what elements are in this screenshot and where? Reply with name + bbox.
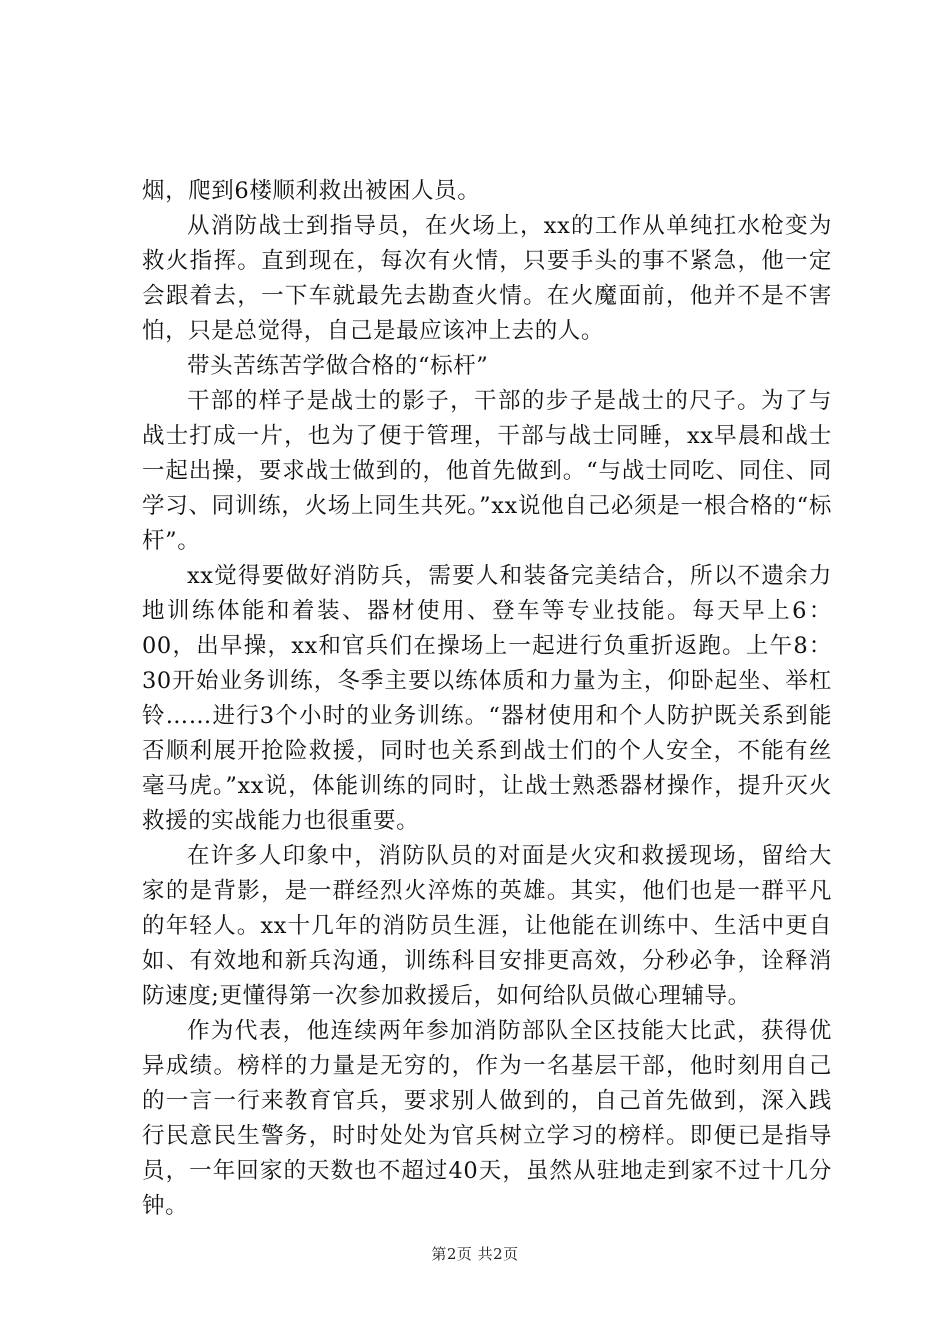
page-number-footer: 第2页 共2页 — [431, 1245, 519, 1263]
paragraph: 从消防战士到指导员，在火场上，xx的工作从单纯扛水枪变为救火指挥。直到现在，每次有火情，只要手头的事不紧急，他一定会跟着去，一下车就最先去勘查火情。在火魔面前，他并不是不害怕，只是总觉得，自己是最应该冲上去的人。 — [142, 213, 832, 344]
document-body — [142, 174, 832, 1224]
paragraph-continuation: 烟，爬到6楼顺利救出被困人员。 — [142, 178, 481, 204]
paragraph: 干部的样子是战士的影子，干部的步子是战士的尺子。为了与战士打成一片，也为了便于管理，干部与战士同睡，xx早晨和战士一起出操，要求战士做到的，他首先做到。“与战士同吃、同住、同学习、同训练，火场上同生共死。”xx说他自己必须是一根合格的“标杆”。 — [142, 388, 832, 554]
section-heading: 带头苦练苦学做合格的“标杆” — [187, 353, 489, 379]
paragraph: xx觉得要做好消防兵，需要人和装备完美结合，所以不遗余力地训练体能和着装、器材使用、登车等专业技能。每天早上6：00，出早操，xx和官兵们在操场上一起进行负重折返跑。上午8：30开始业务训练，冬季主要以练体质和力量为主，仰卧起坐、举杠铃……进行3个小时的业务训练。“器材使用和个人防护既关系到能否顺利展开抢险救援，同时也关系到战士们的个人安全，不能有丝毫马虎。”xx说，体能训练的同时，让战士熟悉器材操作，提升灭火救援的实战能力也很重要。 — [142, 563, 832, 834]
paragraph: 作为代表，他连续两年参加消防部队全区技能大比武，获得优异成绩。榜样的力量是无穷的，作为一名基层干部，他时刻用自己的一言一行来教育官兵，要求别人做到的，自己首先做到，深入践行民意民生警务，时时处处为官兵树立学习的榜样。即便已是指导员，一年回家的天数也不超过40天，虽然从驻地走到家不过十几分钟。 — [142, 1018, 832, 1219]
paragraph: 在许多人印象中，消防队员的对面是火灾和救援现场，留给大家的是背影，是一群经烈火淬炼的英雄。其实，他们也是一群平凡的年轻人。xx十几年的消防员生涯，让他能在训练中、生活中更自如、有效地和新兵沟通，训练科目安排更高效，分秒必争，诠释消防速度;更懂得第一次参加救援后，如何给队员做心理辅导。 — [142, 843, 832, 1009]
